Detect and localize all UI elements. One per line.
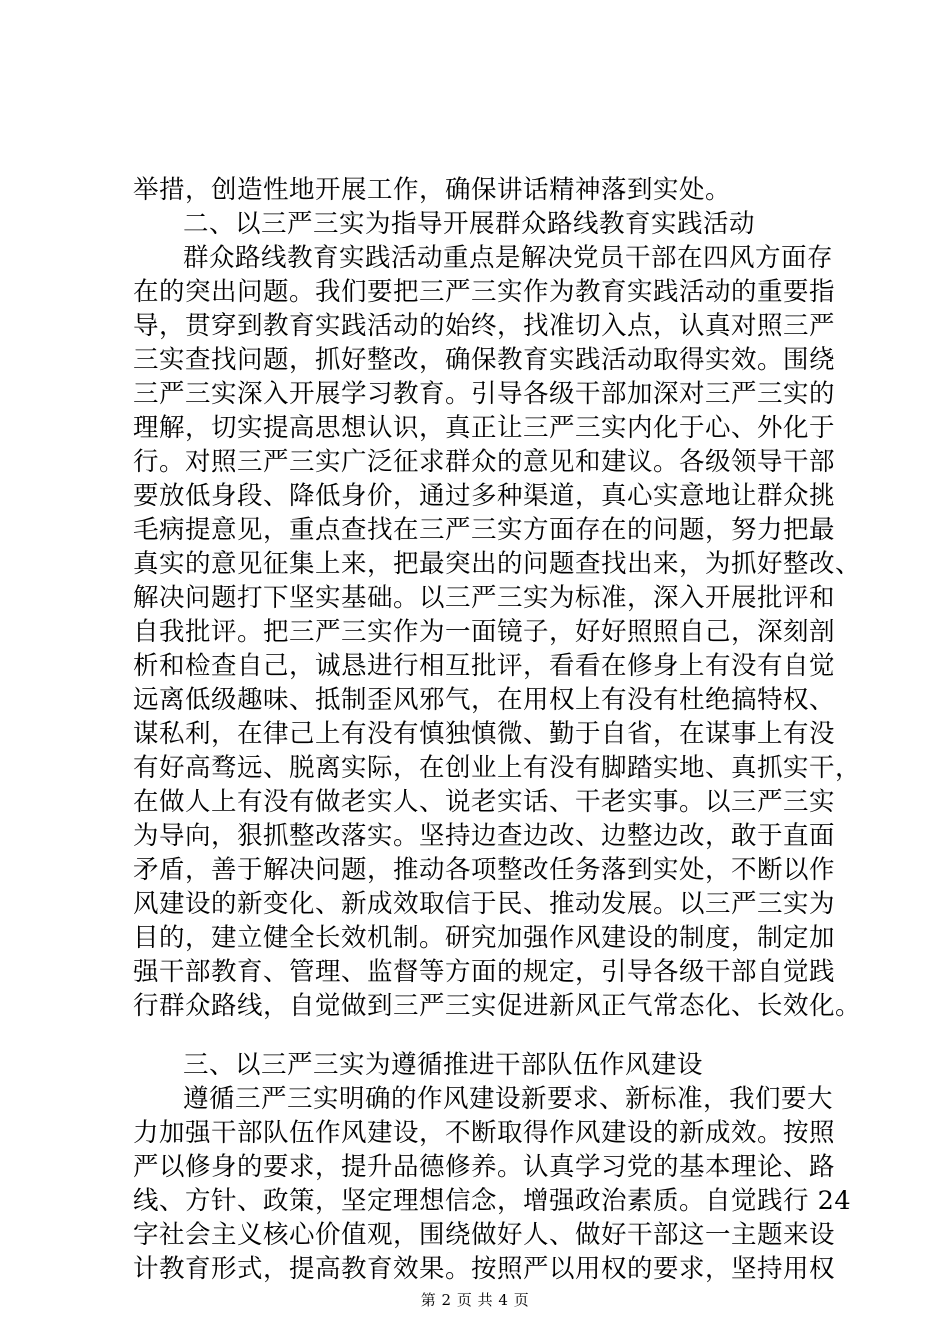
- paragraph-line: 行群众路线，自觉做到三严三实促进新风正气常态化、长效化。: [133, 991, 862, 1021]
- paragraph-line: 遵循三严三实明确的作风建设新要求、新标准，我们要大: [183, 1084, 834, 1114]
- paragraph-line: 谋私利，在律己上有没有慎独慎微、勤于自省，在谋事上有没: [133, 719, 836, 749]
- paragraph-line: 为导向，狠抓整改落实。坚持边查边改、边整边改，敢于直面: [133, 821, 836, 851]
- section-heading: 二、以三严三实为指导开展群众路线教育实践活动: [183, 209, 756, 239]
- paragraph-line: 风建设的新变化、新成效取信于民、推动发展。以三严三实为: [133, 889, 836, 919]
- paragraph-line: 析和检查自己，诚恳进行相互批评，看看在修身上有没有自觉: [133, 651, 836, 681]
- paragraph-line: 矛盾，善于解决问题，推动各项整改任务落到实处，不断以作: [133, 855, 836, 885]
- paragraph-line: 目的，建立健全长效机制。研究加强作风建设的制度，制定加: [133, 923, 836, 953]
- paragraph-line: 强干部教育、管理、监督等方面的规定，引导各级干部自觉践: [133, 957, 836, 987]
- paragraph-line: 要放低身段、降低身价，通过多种渠道，真心实意地让群众挑: [133, 481, 836, 511]
- paragraph-line: 有好高骛远、脱离实际，在创业上有没有脚踏实地、真抓实干，: [133, 753, 862, 783]
- paragraph-line: 三严三实深入开展学习教育。引导各级干部加深对三严三实的: [133, 379, 836, 409]
- paragraph-line: 三实查找问题，抓好整改，确保教育实践活动取得实效。围绕: [133, 345, 836, 375]
- paragraph-line: 在做人上有没有做老实人、说老实话、干老实事。以三严三实: [133, 787, 836, 817]
- paragraph-line: 字社会主义核心价值观，围绕做好人、做好干部这一主题来设: [133, 1220, 836, 1250]
- paragraph-line: 力加强干部队伍作风建设，不断取得作风建设的新成效。按照: [133, 1118, 836, 1148]
- paragraph-line: 计教育形式，提高教育效果。按照严以用权的要求，坚持用权: [133, 1254, 836, 1284]
- paragraph-line: 真实的意见征集上来，把最突出的问题查找出来，为抓好整改、: [133, 549, 862, 579]
- paragraph-line: 线、方针、政策，坚定理想信念，增强政治素质。自觉践行 24: [133, 1186, 852, 1216]
- paragraph-line: 自我批评。把三严三实作为一面镜子，好好照照自己，深刻剖: [133, 617, 836, 647]
- paragraph-line: 理解，切实提高思想认识，真正让三严三实内化于心、外化于: [133, 413, 836, 443]
- paragraph-line: 毛病提意见，重点查找在三严三实方面存在的问题，努力把最: [133, 515, 836, 545]
- paragraph-line: 行。对照三严三实广泛征求群众的意见和建议。各级领导干部: [133, 447, 836, 477]
- paragraph-line: 举措，创造性地开展工作，确保讲话精神落到实处。: [133, 175, 732, 205]
- paragraph-line: 导，贯穿到教育实践活动的始终，找准切入点，认真对照三严: [133, 311, 836, 341]
- section-heading: 三、以三严三实为遵循推进干部队伍作风建设: [183, 1050, 704, 1080]
- paragraph-line: 在的突出问题。我们要把三严三实作为教育实践活动的重要指: [133, 277, 836, 307]
- paragraph-line: 群众路线教育实践活动重点是解决党员干部在四风方面存: [183, 243, 834, 273]
- paragraph-line: 严以修身的要求，提升品德修养。认真学习党的基本理论、路: [133, 1152, 836, 1182]
- paragraph-line: 解决问题打下坚实基础。以三严三实为标准，深入开展批评和: [133, 583, 836, 613]
- page-number-footer: 第 2 页 共 4 页: [420, 1291, 530, 1309]
- paragraph-line: 远离低级趣味、抵制歪风邪气，在用权上有没有杜绝搞特权、: [133, 685, 836, 715]
